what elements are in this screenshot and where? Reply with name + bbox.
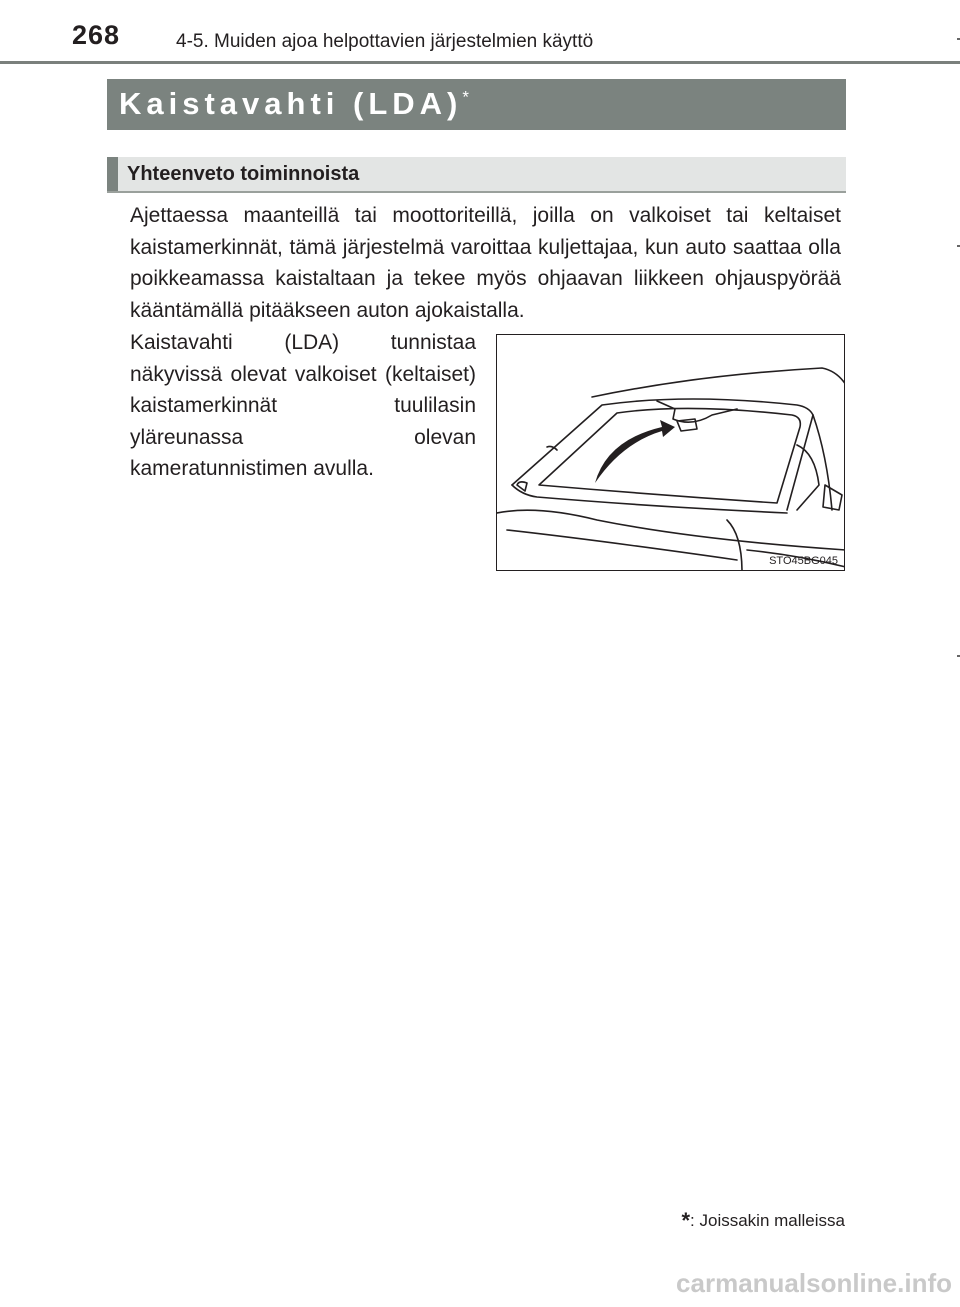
body-paragraph-2: Kaistavahti (LDA) tunnistaa näkyvissä olevat valkoiset (keltaiset) kaistamerkinnät tuulilasin yläreunassa olevan kameratunnistimen avulla. [130,331,476,480]
chapter-title: 4-5. Muiden ajoa helpottavien järjestelmien käyttö [176,31,594,52]
windshield-camera-icon [497,335,845,571]
section-title-text: Kaistavahti (LDA) [119,86,463,121]
subsection-marker [107,157,118,191]
header-divider [0,61,960,64]
watermark: carmanualsonline.info [676,1268,952,1298]
footnote-mark: * [681,1208,691,1233]
windshield-figure [496,334,845,571]
figure-code: STO45BG045 [769,555,838,567]
section-title [119,86,469,122]
subsection-title: Yhteenveto toiminnoista [127,163,360,185]
footnote [681,1208,845,1234]
section-banner [107,79,846,130]
page-number: 268 [72,20,121,50]
footnote-text: : Joissakin malleissa [690,1211,845,1230]
subsection-header [107,157,846,193]
section-asterisk: * [462,87,469,107]
body-paragraph-1: Ajettaessa maanteillä tai moottoriteillä, joilla on valkoiset tai keltaiset kaistamerkinnät, tämä järjestelmä varoittaa kuljettajaa, kun auto saattaa olla poikkeamassa kaistaltaan ja tekee myös ohjaavan liikkeen ohjauspyörää kääntämällä pitääkseen auton ajokaistalla. [130,204,841,322]
